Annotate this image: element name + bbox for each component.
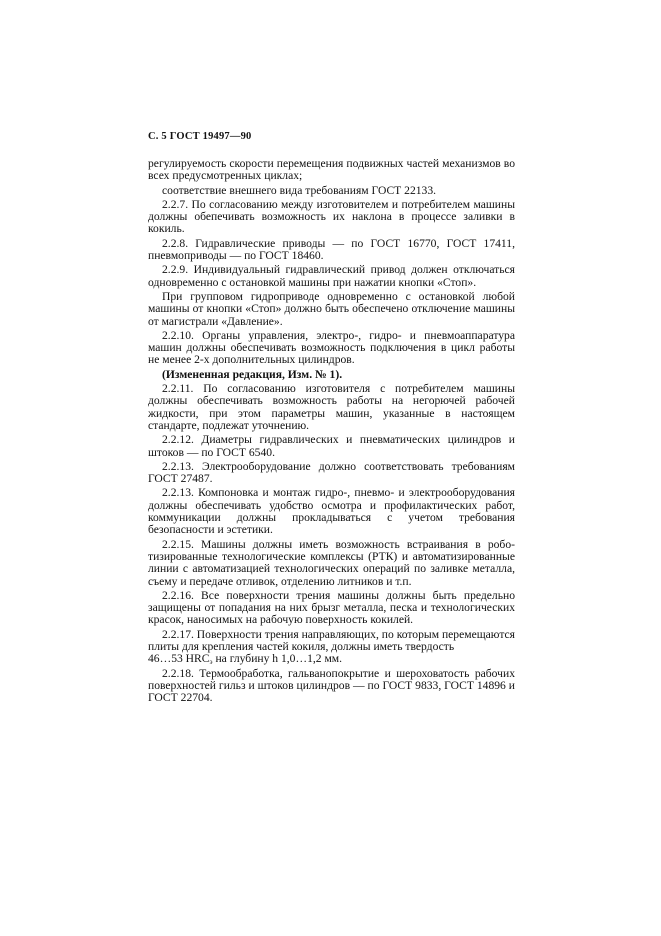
amendment-note: (Измененная редакция, Изм. № 1). xyxy=(162,367,343,381)
paragraph: 2.2.15. Машины должны иметь возможность встраивания в роботизированные технологические комплексы (РТК) и автоматизированные линии с автоматизацией технологических операций по заливке металла, съему и передаче отливок, отделению литников и т.п. xyxy=(148,537,515,588)
paragraph: 2.2.10. Органы управления, электро-, гидро- и пневмоаппаратура машин должны обеспечивать возможность подключения в цикл работы не менее 2-х дополнительных цилиндров. xyxy=(148,328,515,367)
paragraph: 2.2.13. Компоновка и монтаж гидро-, пневмо- и электрооборудования должны обеспечивать удобство осмотра и профилактических работ, коммуникации должны прокладываться с учетом требования безопасности и эстетики. xyxy=(148,486,515,537)
hardness-line xyxy=(148,653,515,665)
hardness-depth: на глубину h 1,0…1,2 мм. xyxy=(212,652,343,666)
paragraph: регулируемость скорости перемещения подвижных частей механизмов во всех предусмотренных циклах; xyxy=(148,157,515,183)
hardness-subscript: э xyxy=(209,658,213,667)
page-header: С. 5 ГОСТ 19497—90 xyxy=(148,131,252,142)
paragraph: 2.2.18. Термообработка, гальванопокрытие и шероховатость рабочих поверхностей гильз и штоков цилиндров — по ГОСТ 9833, ГОСТ 14896 и ГОСТ 22704. xyxy=(148,666,515,705)
paragraph xyxy=(148,629,515,654)
paragraph: При групповом гидроприводе одновременно с остановкой любой машины от кнопки «Стоп» должно быть обеспечено отключение машины от магистрали «Давление». xyxy=(148,289,515,328)
document-body xyxy=(148,158,515,706)
paragraph: 2.2.11. По согласованию изготовителя с потребителем машины должны обеспечивать возможность работы на негорючей рабочей жидкости, при этом параметры машин, указанные в настоящем стандарте, подлежат уточнению. xyxy=(148,382,515,432)
paragraph: соответствие внешнего вида требованиям ГОСТ 22133. xyxy=(162,183,437,197)
paragraph: 2.2.13. Электрооборудование должно соответствовать требованиям ГОСТ 27487. xyxy=(148,459,515,486)
paragraph: 2.2.16. Все поверхности трения машины должны быть предельно защищены от попадания на них брызг металла, песка и технологических красок, наносимых на рабочую поверхность кокилей. xyxy=(148,588,515,627)
hardness-value: 46…53 HRC xyxy=(148,652,210,666)
paragraph: 2.2.8. Гидравлические приводы — по ГОСТ 16770, ГОСТ 17411, пневмоприводы — по ГОСТ 18460. xyxy=(148,236,515,263)
paragraph-text: 2.2.17. Поверхности трения направляющих, по которым перемещаются плиты для крепления частей кокиля, должны иметь твердость xyxy=(148,627,515,653)
paragraph: 2.2.9. Индивидуальный гидравлический привод должен отключаться одновременно с остановкой машины при нажатии кнопки «Стоп». xyxy=(148,263,515,289)
paragraph: 2.2.12. Диаметры гидравлических и пневматических цилиндров и штоков — по ГОСТ 6540. xyxy=(148,433,515,459)
paragraph: 2.2.7. По согласованию между изготовителем и потребителем машины должны обепечивать возможность их наклона в процессе заливки в кокиль. xyxy=(148,197,515,236)
